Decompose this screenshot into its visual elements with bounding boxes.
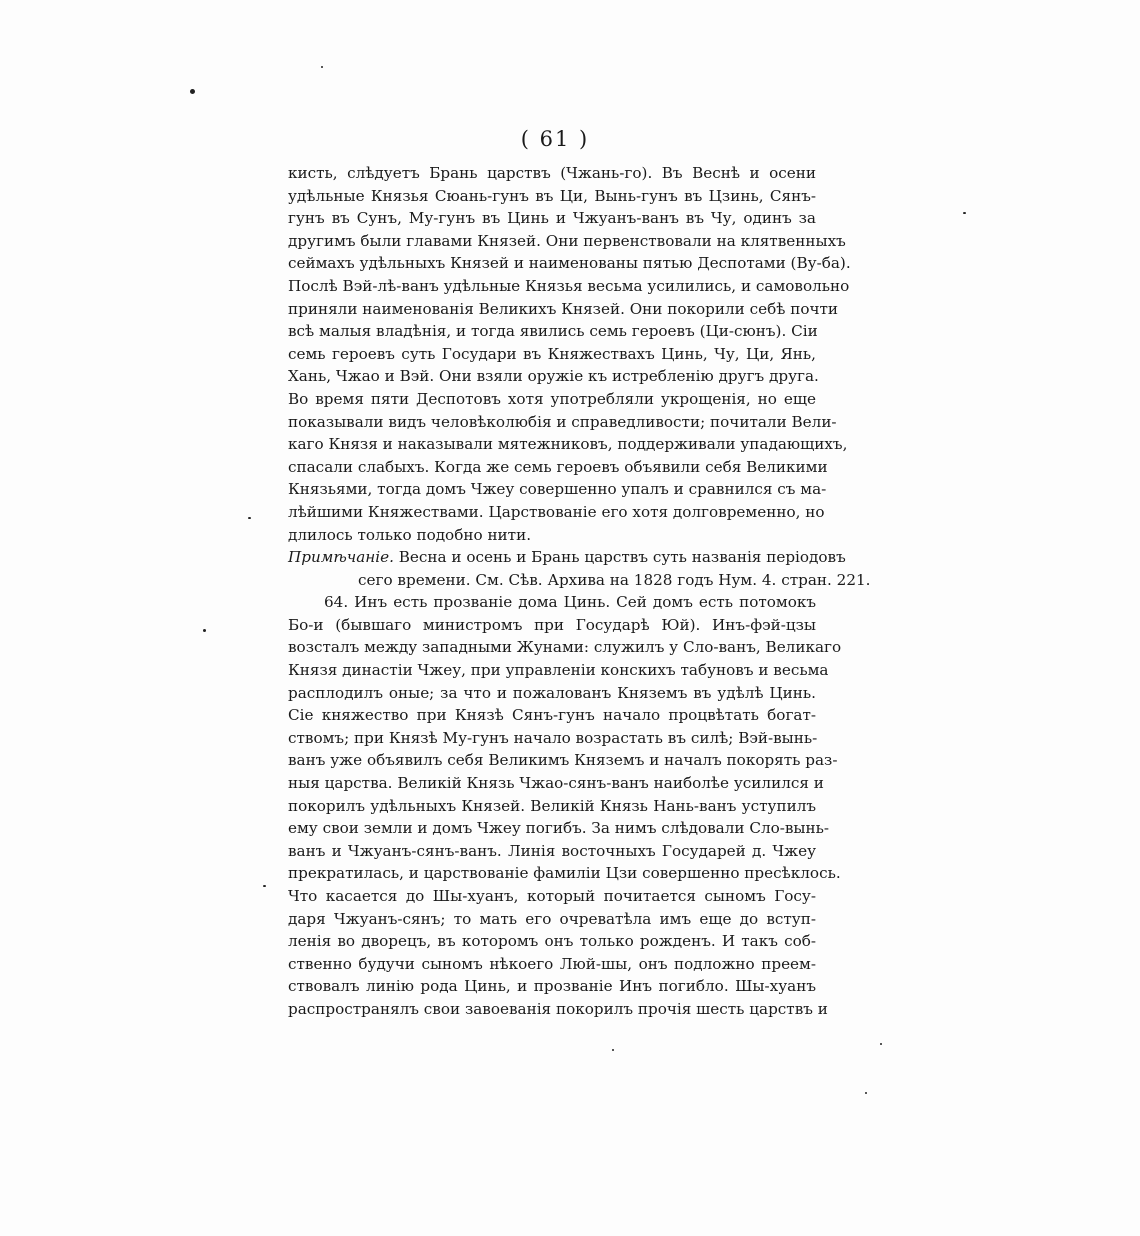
text-line: всѣ малыя владѣнія, и тогда явились семь героевъ (Ци-сюнъ). Сіи [288,322,818,341]
text-line: лѣйшими Княжествами. Царствованіе его хотя долговременно, но [288,502,825,521]
text-line: семь героевъ суть Государи въ Княжествахъ Цинь, Чу, Ци, Янь, [288,344,816,363]
note-line [288,546,846,569]
scan-speck [263,885,266,887]
text-line: даря Чжуанъ-сянъ; то мать его очреватѣла имъ еще до вступ- [288,909,816,928]
text-line: показывали видъ человѣколюбія и справедливости; почитали Вели- [288,412,837,431]
text-line: Во время пяти Деспотовъ хотя употребляли укрощенія, но еще [288,389,816,408]
text-line: другимъ были главами Князей. Они первенствовали на клятвенныхъ [288,231,846,250]
note-line: сего времени. См. Сѣв. Архива на 1828 годъ Нум. 4. стран. 221. [358,570,871,589]
text-line: Что касается до Шы-хуанъ, который почитается сыномъ Госу- [288,887,816,905]
text-line: сеймахъ удѣльныхъ Князей и наименованы пятью Деспотами (Ву-ба). [288,254,851,273]
text-line: ванъ уже объявилъ себя Великимъ Княземъ и началъ покорять раз- [288,751,838,770]
text-line: ему свои земли и домъ Чжеу погибъ. За нимъ слѣдовали Сло-вынь- [288,819,830,838]
text-line: Бо-и (бывшаго министромъ при Государѣ Юй). Инъ-фэй-цзы [288,615,816,634]
text-line: спасали слабыхъ. Когда же семь героевъ объявили себя Великими [288,457,828,476]
text-line: покорилъ удѣльныхъ Князей. Великій Князь Нань-ванъ уступилъ [288,796,816,815]
text-line: ванъ и Чжуанъ-сянъ-ванъ. Линія восточныхъ Государей д. Чжеу [288,841,816,860]
text-line: приняли наименованія Великихъ Князей. Они покорили себѣ почти [288,299,839,318]
text-line: ныя царства. Великій Князь Чжао-сянъ-ванъ наиболѣе усилился и [288,774,824,793]
text-line: ствовалъ линію рода Цинь, и прозваніе Инъ погибло. Шы-хуанъ [288,977,816,996]
scan-speck [865,1092,867,1094]
text-line: распространялъ свои завоеванія покорилъ прочія шесть царствъ и [288,999,828,1018]
text-line: прекратилась, и царствованіе фамиліи Цзи совершенно пресѣклось. [288,864,841,883]
main-text [288,162,871,1021]
scan-speck [880,1043,882,1045]
text-line: ственно будучи сыномъ нѣкоего Люй-шы, онъ подложно преем- [288,954,816,973]
text-line: гунъ въ Сунъ, Му-гунъ въ Цинь и Чжуанъ-ванъ въ Чу, одинъ за [288,209,816,228]
scan-speck [248,517,251,519]
text-line: Сіе княжество при Князѣ Сянъ-гунъ начало процвѣтать богат- [288,706,816,725]
text-line: Князя династіи Чжеу, при управленіи конскихъ табуновъ и весьма [288,661,829,680]
text-line: возсталъ между западными Жунами: служилъ у Сло-ванъ, Великаго [288,638,842,657]
text-line: расплодилъ оные; за что и пожалованъ Княземъ въ удѣлѣ Цинь. [288,683,816,702]
page-number: ( 61 ) [520,127,590,151]
scan-speck [612,1049,614,1051]
text-line: ствомъ; при Князѣ Му-гунъ начало возрастать въ силѣ; Вэй-вынь- [288,728,818,747]
paragraph-start: 64. Инъ есть прозваніе дома Цинь. Сей домъ есть потомокъ [324,593,816,612]
text-line: каго Князя и наказывали мятежниковъ, поддерживали упадающихъ, [288,435,848,454]
text-line: Хань, Чжао и Вэй. Они взяли оружіе къ истребленію другъ друга. [288,367,819,386]
text-line: Князьями, тогда домъ Чжеу совершенно упалъ и сравнился съ ма- [288,480,827,499]
scan-speck [321,66,323,68]
text-line: удѣльные Князья Сюань-гунъ въ Ци, Вынь-гунъ въ Цзинь, Сянъ- [288,186,816,205]
note-text: Весна и осень и Брань царствъ суть названія періодовъ [398,548,846,567]
text-line: Послѣ Вэй-лѣ-ванъ удѣльные Князья весьма усилились, и самовольно [288,276,850,295]
scan-speck [963,212,966,214]
scan-speck [190,89,195,94]
text-line: ленія во дворецъ, въ которомъ онъ только рожденъ. И такъ соб- [288,932,816,951]
text-line: кисть, слѣдуетъ Брань царствъ (Чжань-го). Въ Веснѣ и осени [288,164,816,182]
note-label: Примѣчаніе. [288,548,394,567]
text-line: длилось только подобно нити. [288,525,532,544]
scan-speck [203,629,206,632]
